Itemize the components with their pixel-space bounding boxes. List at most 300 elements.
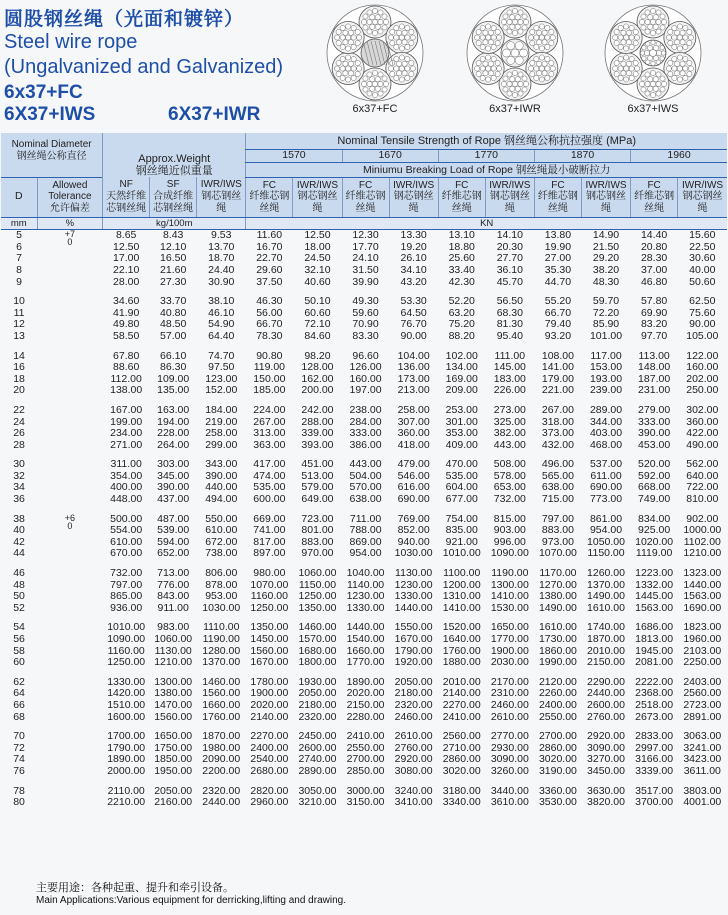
cell-value: 24.10	[352, 252, 379, 265]
cell-value: 20.30	[496, 240, 523, 253]
cell-value: 360.00	[686, 415, 719, 428]
cell-value: 570.00	[349, 481, 382, 494]
cell-diameter: 50	[13, 590, 25, 603]
cell-value: 1280.00	[202, 644, 241, 657]
breaking-load-header: Miniumu Breaking Load of Rope 钢丝绳最小破断拉力	[246, 162, 727, 177]
cell-value: 160.00	[686, 361, 719, 374]
rope-type-fc: 6x37+FC	[4, 82, 83, 103]
cell-value: 1770.00	[490, 633, 529, 645]
cell-value: 1250.00	[298, 590, 337, 603]
cell-value: 97.70	[640, 329, 668, 342]
cell-value: 289.00	[589, 403, 623, 416]
cell-value: 90.80	[256, 349, 283, 362]
cell-value: 1610.00	[587, 601, 625, 614]
cell-value: 273.00	[493, 403, 526, 416]
cell-value: 44.70	[544, 275, 572, 288]
col-iwr-weight: IWR/IWS 钢芯钢丝绳	[197, 177, 246, 217]
cell-value: 1560.00	[154, 710, 193, 723]
cell-value: 2610.00	[394, 730, 433, 743]
cell-value: 3090.00	[490, 753, 529, 766]
cell-value: 344.00	[589, 415, 623, 428]
cell-diameter: 40	[13, 524, 25, 537]
cell-value: 2090.00	[202, 753, 241, 766]
cell-value: 954.00	[349, 547, 382, 560]
cell-value: 58.50	[113, 329, 140, 342]
cell-tolerance	[37, 459, 103, 505]
cell-diameter: 16	[13, 361, 25, 374]
cell-value: 30.90	[208, 275, 235, 288]
cell-value: 1440.00	[394, 601, 433, 614]
cell-value: 723.00	[301, 512, 334, 525]
cell-value: 1030.00	[202, 601, 241, 614]
cell-value: 2140.00	[250, 710, 289, 723]
cell-value: 490.00	[686, 438, 719, 451]
cell-value: 3423.00	[683, 753, 722, 766]
tensile-strength-header: Nominal Tensile Strength of Rope 钢丝绳公称抗拉强度 (MPa)	[246, 133, 727, 150]
cell-value: 668.00	[638, 481, 671, 494]
cell-value: 2120.00	[538, 675, 577, 688]
table-row	[1, 265, 727, 277]
cell-value: 2310.00	[490, 687, 529, 700]
cell-value: 903.00	[493, 524, 526, 537]
cell-value: 672.00	[205, 535, 238, 548]
cell-value: 40.00	[689, 263, 716, 276]
cell-value: 2050.00	[154, 784, 193, 797]
cell-value: 194.00	[157, 415, 190, 428]
cell-value: 3630.00	[587, 784, 625, 797]
cell-value: 2440.00	[202, 796, 241, 809]
cell-value: 2723.00	[683, 698, 722, 711]
cell-value: 677.00	[445, 493, 478, 506]
cell-value: 1223.00	[635, 567, 674, 580]
cell-value: 940.00	[397, 535, 430, 548]
cell-value: 1740.00	[587, 621, 625, 634]
rope-cross-section-iws-icon	[603, 3, 703, 103]
cell-value: 2440.00	[587, 687, 625, 700]
col-fc-1960: FC 纤维芯钢丝绳	[631, 177, 678, 217]
cell-value: 1960.00	[683, 633, 722, 645]
cell-value: 2320.00	[298, 710, 337, 723]
cell-value: 1119.00	[635, 547, 673, 560]
cell-value: 2290.00	[587, 675, 625, 688]
cell-diameter: 34	[13, 481, 25, 494]
table-row	[1, 700, 727, 712]
cell-value: 301.00	[445, 415, 478, 428]
cell-tolerance	[37, 351, 103, 397]
cell-value: 2170.00	[490, 675, 529, 688]
cell-value: 1370.00	[202, 656, 241, 669]
cell-value: 150.00	[253, 372, 286, 385]
cell-value: 1110.00	[203, 621, 240, 634]
cell-value: 1010.00	[442, 547, 481, 560]
cell-diameter: 5	[16, 229, 22, 242]
page-title-en-line2: (Ungalvanized and Galvanized)	[4, 56, 284, 78]
cell-value: 353.00	[445, 427, 478, 440]
cell-value: 2673.00	[635, 710, 674, 723]
cell-value: 9.53	[211, 229, 232, 242]
rope-cross-section-fc-icon	[325, 3, 425, 103]
table-row	[1, 440, 727, 452]
cell-value: 649.00	[301, 493, 334, 506]
col-iwr-1870: IWR/IWS 钢芯钢丝绳	[581, 177, 630, 217]
cell-value: 74.70	[208, 349, 235, 362]
cell-value: 2460.00	[490, 698, 529, 711]
cell-value: 738.00	[205, 547, 238, 560]
cell-value: 67.80	[113, 349, 140, 362]
cell-value: 111.00	[494, 349, 526, 362]
cell-value: 95.40	[496, 329, 523, 342]
cell-value: 36.10	[496, 263, 523, 276]
cell-value: 84.60	[304, 329, 331, 342]
cell-value: 2010.00	[587, 644, 625, 657]
cell-value: 2400.00	[538, 698, 577, 711]
cell-value: 138.00	[110, 384, 143, 397]
cell-value: 1823.00	[683, 621, 722, 634]
cell-value: 64.50	[400, 306, 427, 319]
cell-value: 14.90	[592, 229, 620, 242]
table-row	[1, 634, 727, 646]
cell-value: 163.00	[157, 403, 190, 416]
cell-value: 19.90	[544, 240, 572, 253]
cell-value: 2920.00	[394, 753, 433, 766]
cell-value: 1160.00	[250, 590, 288, 603]
cell-value: 1920.00	[394, 656, 433, 669]
cell-value: 1520.00	[442, 621, 481, 634]
cell-value: 104.00	[397, 349, 430, 362]
cell-value: 27.30	[160, 275, 187, 288]
cell-value: 2368.00	[635, 687, 674, 700]
cell-value: 75.20	[448, 318, 475, 331]
cell-value: 535.00	[445, 469, 478, 482]
cell-value: 267.00	[541, 403, 574, 416]
cell-value: 883.00	[541, 524, 574, 537]
cell-value: 711.00	[349, 512, 382, 525]
table-row	[1, 277, 727, 289]
cell-value: 835.00	[445, 524, 478, 537]
cell-value: 42.30	[448, 275, 475, 288]
grade-1570: 1570	[246, 150, 342, 163]
cell-value: 788.00	[349, 524, 382, 537]
cell-value: 38.20	[592, 263, 620, 276]
cell-value: 343.00	[205, 458, 238, 471]
table-row	[1, 331, 727, 343]
col-sf: SF 合成纤维芯钢丝绳	[150, 177, 197, 217]
cell-value: 45.70	[496, 275, 523, 288]
cell-value: 638.00	[349, 493, 382, 506]
cell-value: 35.30	[544, 263, 572, 276]
cell-diameter: 66	[13, 698, 25, 711]
cell-value: 72.20	[592, 306, 620, 319]
cell-diameter: 52	[13, 601, 25, 614]
cell-value: 17.70	[352, 240, 379, 253]
cell-value: 12.30	[352, 229, 379, 242]
table-row	[1, 766, 727, 778]
cell-value: 2400.00	[250, 741, 289, 754]
cell-value: 1130.00	[154, 644, 192, 657]
cell-diameter: 7	[16, 252, 22, 265]
cell-value: 2020.00	[346, 687, 385, 700]
cell-value: 403.00	[589, 427, 623, 440]
cell-value: 46.30	[256, 295, 283, 308]
cell-tolerance: +6 0	[64, 512, 75, 531]
cell-value: 2403.00	[683, 675, 722, 688]
cell-value: 1930.00	[298, 675, 337, 688]
cell-value: 184.00	[205, 403, 238, 416]
cell-value: 592.00	[638, 469, 671, 482]
cell-diameter: 9	[16, 275, 22, 288]
cell-value: 2200.00	[202, 764, 241, 777]
cell-value: 54.90	[208, 318, 235, 331]
cell-value: 3080.00	[394, 764, 433, 777]
col-fc-1870: FC 纤维芯钢丝绳	[534, 177, 581, 217]
cell-value: 267.00	[253, 415, 286, 428]
cell-value: 79.40	[544, 318, 572, 331]
cell-value: 741.00	[253, 524, 286, 537]
cell-value: 2160.00	[154, 796, 193, 809]
cell-value: 1250.00	[250, 601, 289, 614]
cell-value: 562.00	[686, 458, 719, 471]
cell-value: 1890.00	[107, 753, 146, 766]
col-iwr-1770: IWR/IWS 钢芯钢丝绳	[485, 177, 534, 217]
cell-value: 105.00	[686, 329, 719, 342]
cell-value: 3063.00	[683, 730, 722, 743]
cell-value: 2610.00	[490, 710, 529, 723]
grade-1960: 1960	[631, 150, 727, 163]
cell-value: 307.00	[397, 415, 430, 428]
cell-value: 148.00	[638, 361, 671, 374]
cell-value: 474.00	[253, 469, 286, 482]
cell-diameter: 32	[13, 469, 25, 482]
cell-value: 16.70	[256, 240, 283, 253]
cell-value: 119.00	[253, 361, 286, 374]
diagram-fc-label: 6x37+FC	[352, 103, 398, 115]
cell-value: 1200.00	[442, 578, 481, 591]
cell-value: 611.00	[590, 469, 622, 482]
cell-value: 470.00	[445, 458, 478, 471]
cell-value: 2180.00	[394, 687, 433, 700]
cell-diameter: 24	[13, 415, 25, 428]
cell-value: 520.00	[638, 458, 671, 471]
cell-value: 250.00	[686, 384, 719, 397]
cell-value: 221.00	[541, 384, 574, 397]
cell-value: 2050.00	[298, 687, 337, 700]
cell-value: 604.00	[445, 481, 478, 494]
col-tolerance: Allowed Tolerance 允许偏差	[37, 177, 103, 217]
table-row	[1, 731, 727, 743]
cell-value: 48.30	[592, 275, 620, 288]
cell-diameter: 46	[13, 567, 25, 580]
cell-value: 3440.00	[490, 784, 529, 797]
table-row	[1, 548, 727, 560]
cell-value: 41.90	[113, 306, 140, 319]
cell-value: 1850.00	[154, 753, 193, 766]
cell-diameter: 11	[13, 306, 25, 319]
cell-value: 50.60	[689, 275, 716, 288]
cell-value: 78.30	[256, 329, 283, 342]
cell-value: 37.00	[640, 263, 668, 276]
cell-value: 59.60	[352, 306, 379, 319]
cell-value: 2210.00	[107, 796, 146, 809]
cell-value: 83.20	[640, 318, 668, 331]
cell-value: 26.10	[400, 252, 427, 265]
cell-value: 55.20	[544, 295, 572, 308]
cell-value: 1300.00	[154, 675, 193, 688]
cell-value: 669.00	[253, 512, 286, 525]
cell-value: 616.00	[397, 481, 430, 494]
cell-value: 973.00	[541, 535, 574, 548]
cell-value: 2560.00	[683, 687, 722, 700]
cell-value: 936.00	[110, 601, 143, 614]
cell-tolerance	[37, 622, 103, 668]
cell-value: 565.00	[541, 469, 574, 482]
cell-value: 443.00	[493, 438, 526, 451]
cell-value: 1670.00	[250, 656, 289, 669]
cell-value: 1470.00	[154, 698, 193, 711]
cell-value: 373.00	[541, 427, 574, 440]
cell-value: 2020.00	[250, 698, 289, 711]
cell-diameter: 60	[13, 656, 25, 669]
cell-value: 1700.00	[107, 730, 146, 743]
cell-value: 953.00	[205, 590, 238, 603]
unit-tolerance: %	[37, 217, 103, 230]
cell-value: 1330.00	[346, 601, 385, 614]
cell-value: 453.00	[638, 438, 671, 451]
cell-value: 1680.00	[298, 644, 337, 657]
cell-value: 2270.00	[442, 698, 481, 711]
cell-value: 852.00	[397, 524, 430, 537]
cell-value: 815.00	[493, 512, 526, 525]
table-row	[1, 428, 727, 440]
cell-value: 34.10	[400, 263, 427, 276]
cell-value: 382.00	[493, 427, 526, 440]
cell-value: 773.00	[589, 493, 623, 506]
cell-value: 97.50	[208, 361, 235, 374]
cell-value: 70.90	[352, 318, 379, 331]
cell-diameter: 54	[13, 621, 25, 634]
cell-value: 228.00	[157, 427, 190, 440]
cell-value: 2518.00	[635, 698, 674, 711]
table-row	[1, 657, 727, 669]
cell-value: 2760.00	[587, 710, 625, 723]
cell-value: 535.00	[253, 481, 286, 494]
cell-value: 2890.00	[298, 764, 337, 777]
cell-value: 869.00	[349, 535, 382, 548]
cell-value: 2450.00	[298, 730, 337, 743]
cell-value: 11.60	[256, 229, 283, 242]
cell-value: 1750.00	[154, 741, 193, 754]
col-iwr-1960: IWR/IWS 钢芯钢丝绳	[678, 177, 727, 217]
cell-value: 1330.00	[107, 675, 146, 688]
cell-value: 1260.00	[587, 567, 625, 580]
cell-value: 437.00	[157, 493, 190, 506]
cell-diameter: 80	[13, 796, 25, 809]
cell-tolerance	[37, 568, 103, 614]
cell-value: 271.00	[110, 438, 143, 451]
approx-weight-header: Approx.Weight 钢丝绳近似重量	[103, 133, 246, 177]
cell-value: 921.00	[445, 535, 478, 548]
cell-value: 108.00	[541, 349, 574, 362]
cell-value: 2930.00	[490, 741, 529, 754]
cell-value: 59.70	[592, 295, 620, 308]
cell-value: 22.10	[113, 263, 140, 276]
cell-tolerance	[37, 677, 103, 723]
footer-applications-cn: 主要用途：各种起重、提升和牵引设备。	[36, 882, 234, 894]
cell-value: 66.70	[256, 318, 283, 331]
cell-value: 1370.00	[587, 578, 625, 591]
cell-value: 13.10	[448, 229, 475, 242]
cell-value: 1380.00	[538, 590, 577, 603]
cell-value: 579.00	[301, 481, 334, 494]
cell-value: 109.00	[157, 372, 190, 385]
cell-diameter: 38	[13, 512, 25, 525]
cell-value: 2460.00	[394, 710, 433, 723]
cell-value: 513.00	[301, 469, 334, 482]
cell-value: 390.00	[638, 427, 671, 440]
cell-diameter: 74	[13, 753, 25, 766]
cell-value: 417.00	[253, 458, 286, 471]
unit-d: mm	[1, 217, 37, 230]
cell-value: 27.70	[496, 252, 523, 265]
cell-diameter: 12	[13, 318, 25, 331]
cell-value: 3020.00	[538, 753, 577, 766]
cell-value: 185.00	[253, 384, 286, 397]
cell-value: 487.00	[157, 512, 190, 525]
cell-value: 2920.00	[587, 730, 625, 743]
cell-value: 1210.00	[154, 656, 193, 669]
cell-value: 1860.00	[538, 644, 577, 657]
cell-value: 2320.00	[394, 698, 433, 711]
cell-value: 1900.00	[490, 644, 529, 657]
table-body	[1, 230, 727, 809]
cell-value: 1350.00	[250, 621, 289, 634]
cell-value: 1460.00	[202, 675, 241, 688]
cell-value: 2740.00	[298, 753, 337, 766]
cell-value: 440.00	[205, 481, 238, 494]
cell-value: 1090.00	[490, 547, 529, 560]
grade-1770: 1770	[438, 150, 534, 163]
cell-value: 1660.00	[346, 644, 385, 657]
cell-value: 500.00	[110, 512, 143, 525]
cell-value: 690.00	[397, 493, 430, 506]
cell-value: 546.00	[397, 469, 430, 482]
cell-value: 53.30	[400, 295, 427, 308]
cell-value: 183.00	[493, 372, 526, 385]
cell-value: 167.00	[110, 403, 143, 416]
cell-value: 400.00	[110, 481, 143, 494]
cell-value: 136.00	[397, 361, 430, 374]
cell-diameter: 6	[16, 240, 22, 253]
cell-value: 46.80	[640, 275, 668, 288]
cell-value: 318.00	[541, 415, 574, 428]
cell-value: 1870.00	[202, 730, 241, 743]
cell-value: 1050.00	[587, 535, 625, 548]
table-row	[1, 568, 727, 580]
cell-value: 970.00	[301, 547, 334, 560]
cell-value: 3803.00	[683, 784, 722, 797]
cell-value: 169.00	[445, 372, 478, 385]
cell-value: 2250.00	[683, 656, 722, 669]
cell-value: 386.00	[349, 438, 382, 451]
cell-value: 13.70	[208, 240, 235, 253]
cell-value: 31.50	[352, 263, 379, 276]
cell-value: 1420.00	[107, 687, 146, 700]
cell-value: 56.50	[496, 295, 523, 308]
cell-value: 264.00	[157, 438, 190, 451]
cell-value: 2700.00	[538, 730, 577, 743]
cell-value: 1130.00	[395, 567, 433, 580]
cell-value: 769.00	[397, 512, 430, 525]
cell-value: 3340.00	[442, 796, 481, 809]
